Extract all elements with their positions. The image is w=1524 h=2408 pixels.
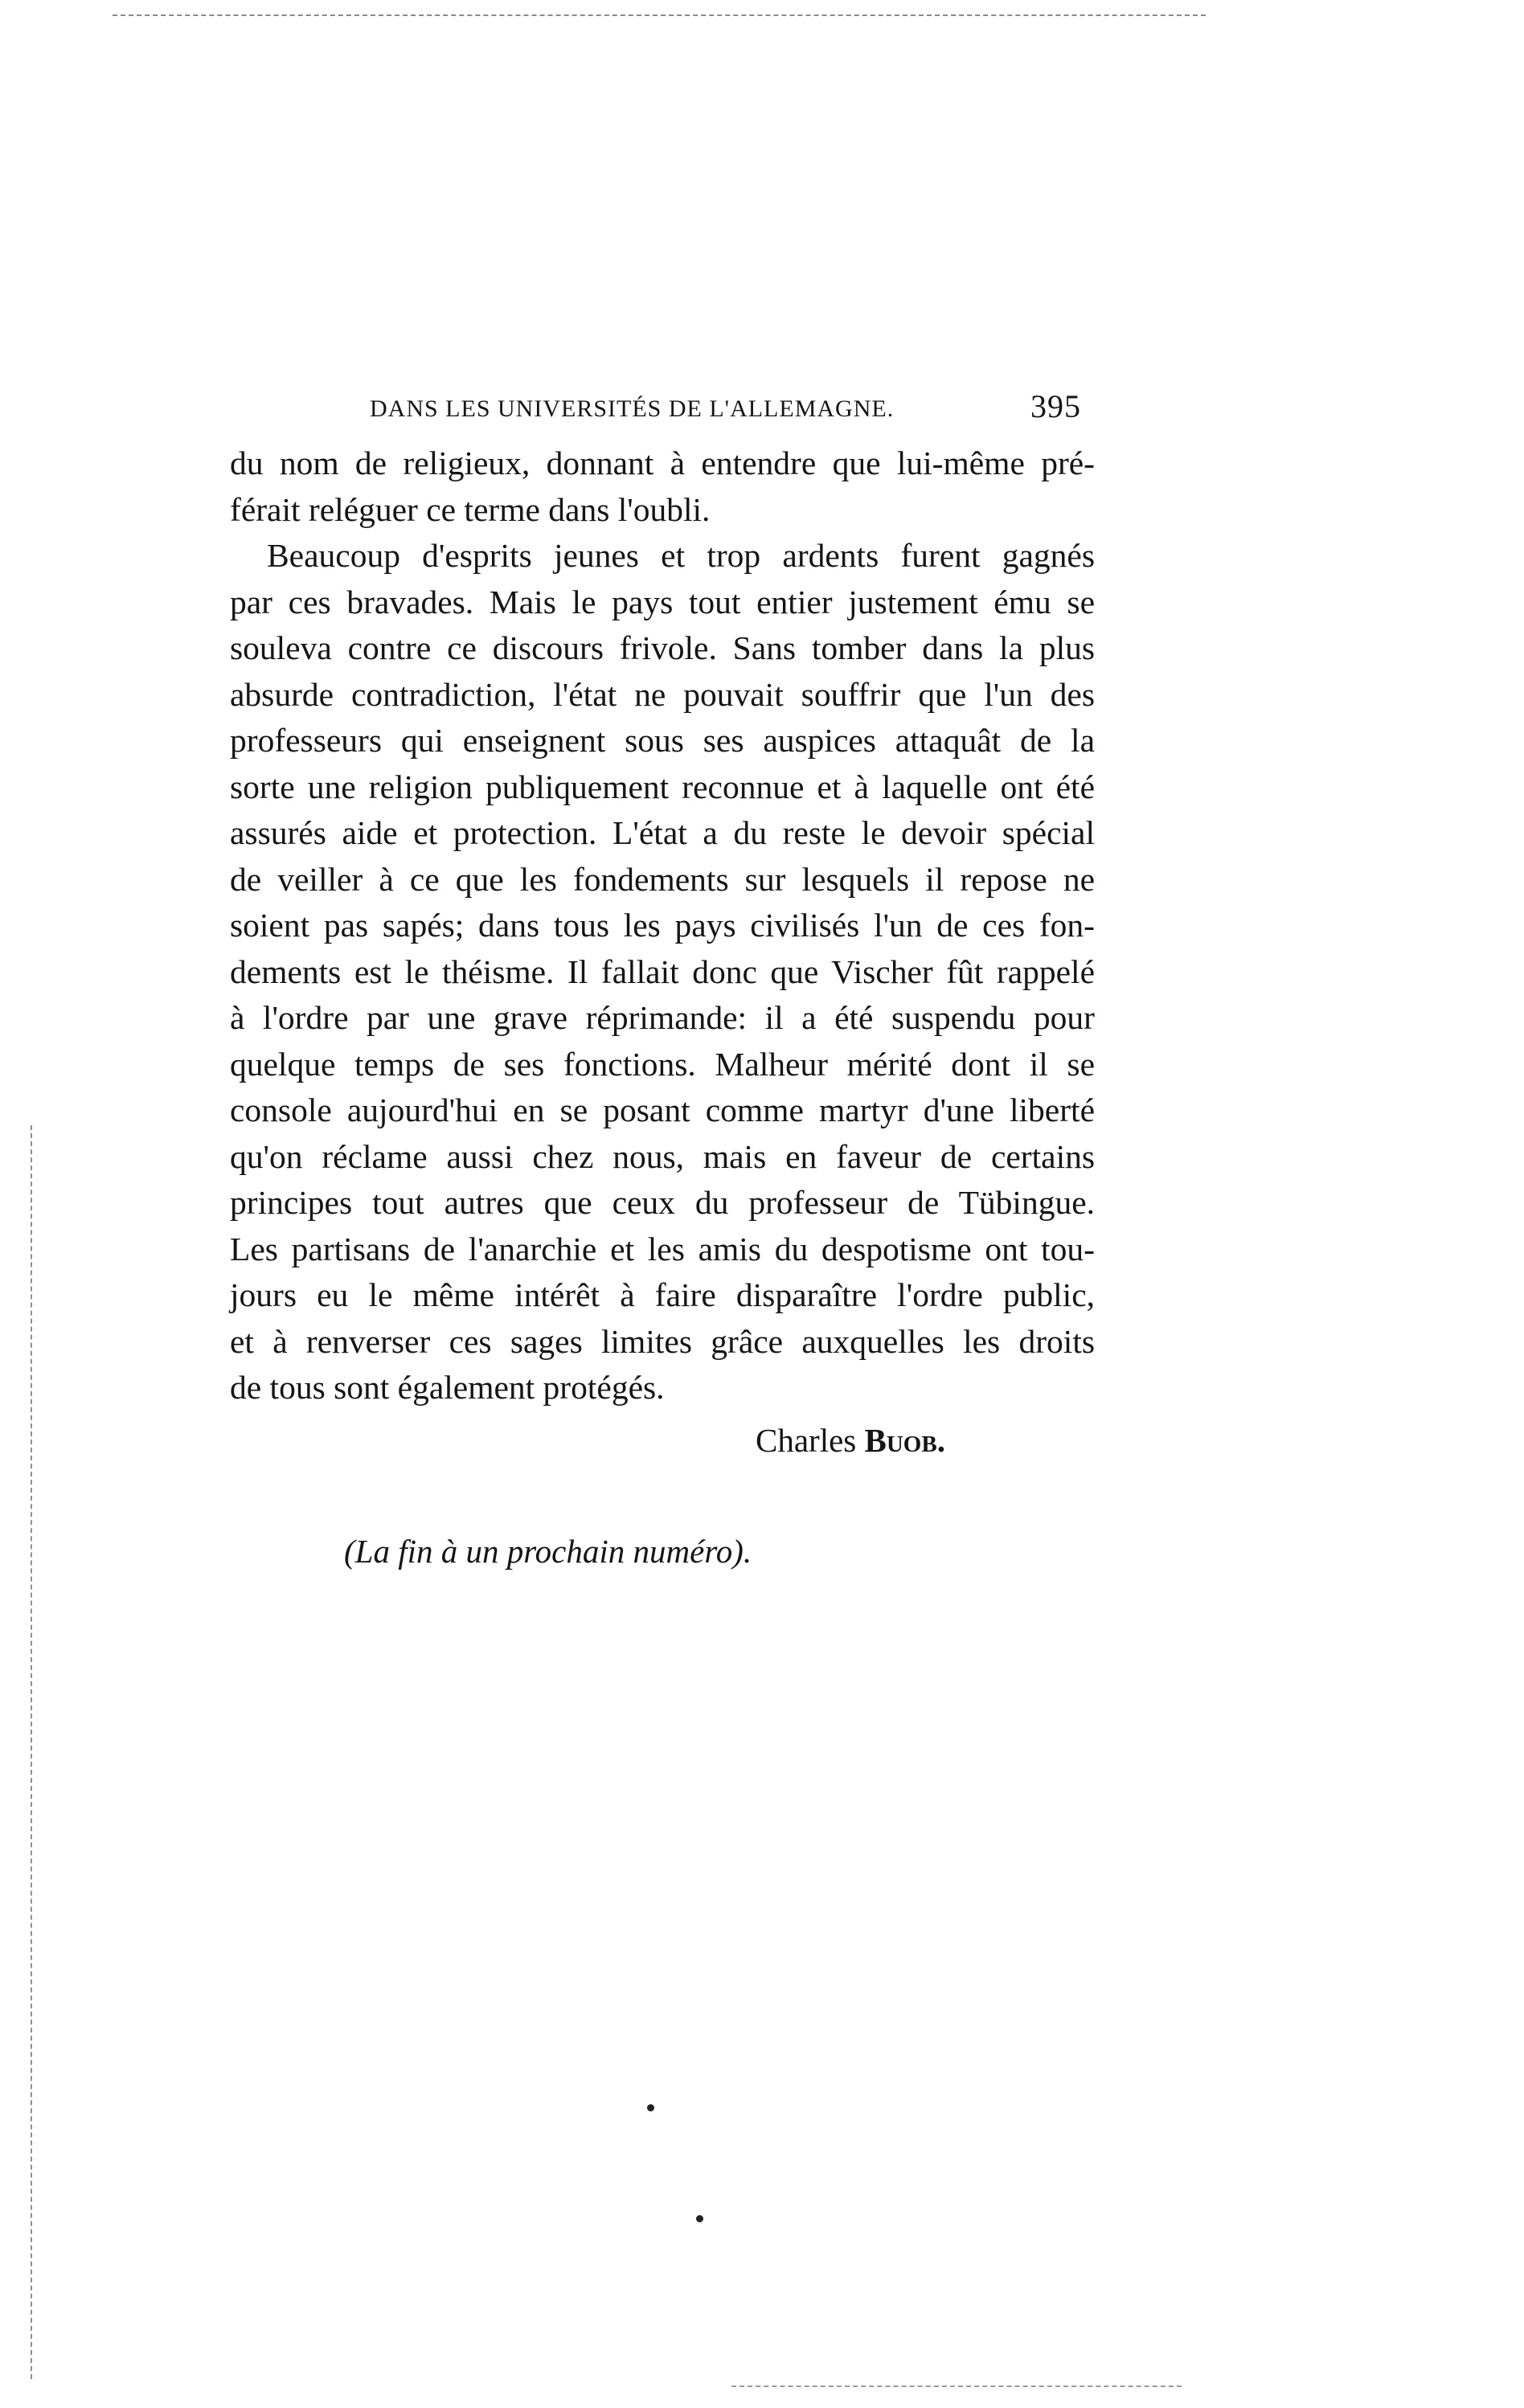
running-title: DANS LES UNIVERSITÉS DE L'ALLEMAGNE. — [370, 395, 895, 422]
scan-edge-bottom — [731, 2385, 1182, 2387]
text-line: assurés aide et protection. L'état a du reste le devoir spécial — [230, 814, 1095, 851]
author-first-name: Charles — [756, 1422, 857, 1459]
text-line: par ces bravades. Mais le pays tout entier justement ému se — [230, 583, 1095, 620]
text-line: à l'ordre par une grave réprimande: il a été suspendu pour — [230, 999, 1095, 1036]
running-head — [370, 387, 1174, 428]
scan-edge-top — [113, 14, 1206, 16]
text-line: souleva contre ce discours frivole. Sans tomber dans la plus — [230, 629, 1095, 666]
scan-edge-left — [31, 1125, 32, 2379]
continuation-note: (La fin à un prochain numéro). — [344, 1533, 752, 1570]
author-surname: Buob. — [864, 1422, 945, 1459]
text-line: et à renverser ces sages limites grâce auxquelles les droits — [230, 1322, 1095, 1360]
text-line: absurde contradiction, l'état ne pouvait souffrir que l'un des — [230, 675, 1095, 713]
text-line: sorte une religion publiquement reconnue et à laquelle ont été — [230, 768, 1095, 805]
text-line: férait reléguer ce terme dans l'oubli. — [230, 490, 711, 528]
text-line: principes tout autres que ceux du professeur de Tübingue. — [230, 1184, 1095, 1221]
text-line: quelque temps de ses fonctions. Malheur mérité dont il se — [230, 1045, 1095, 1083]
text-line: Beaucoup d'esprits jeunes et trop ardents furent gagnés — [267, 537, 1095, 574]
text-line: qu'on réclame aussi chez nous, mais en faveur de certains — [230, 1137, 1095, 1175]
ink-speck — [696, 2215, 703, 2222]
text-line: de tous sont également protégés. — [230, 1369, 665, 1406]
text-line: du nom de religieux, donnant à entendre que lui-même pré- — [230, 444, 1095, 481]
text-line: console aujourd'hui en se posant comme martyr d'une liberté — [230, 1091, 1095, 1128]
text-line: jours eu le même intérêt à faire disparaître l'ordre public, — [230, 1276, 1095, 1313]
text-line: professeurs qui enseignent sous ses auspices attaquât de la — [230, 722, 1095, 759]
text-line: Les partisans de l'anarchie et les amis du despotisme ont tou- — [230, 1230, 1095, 1267]
author-signature — [756, 1421, 945, 1460]
text-line: de veiller à ce que les fondements sur lesquels il repose ne — [230, 860, 1095, 898]
page-number: 395 — [1030, 388, 1081, 424]
body-text — [230, 440, 1095, 1411]
ink-speck — [647, 2104, 654, 2111]
text-line: dements est le théisme. Il fallait donc que Vischer fût rappelé — [230, 952, 1095, 990]
text-line: soient pas sapés; dans tous les pays civilisés l'un de ces fon- — [230, 907, 1095, 944]
